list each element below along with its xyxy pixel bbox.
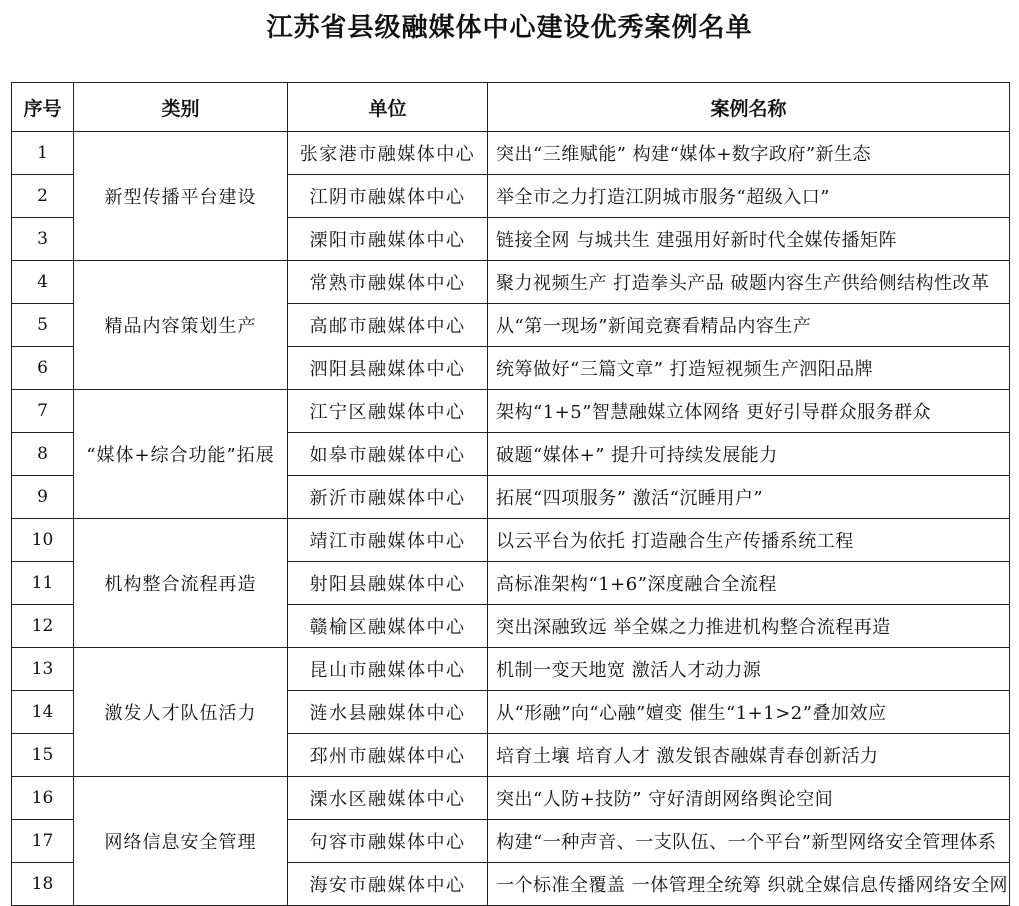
row-number: 9: [12, 476, 74, 519]
case-name-cell: 统筹做好“三篇文章” 打造短视频生产泗阳品牌: [488, 347, 1010, 390]
case-name-cell: 一个标准全覆盖 一体管理全统筹 织就全媒信息传播网络安全网: [488, 863, 1010, 906]
case-name-cell: 从“形融”向“心融”嬗变 催生“1+1>2”叠加效应: [488, 691, 1010, 734]
cases-table: [11, 82, 1010, 906]
category-cell: 激发人才队伍活力: [74, 648, 288, 777]
case-name-cell: 破题“媒体+” 提升可持续发展能力: [488, 433, 1010, 476]
unit-cell: 常熟市融媒体中心: [288, 261, 488, 304]
unit-cell: 高邮市融媒体中心: [288, 304, 488, 347]
row-number: 1: [12, 132, 74, 175]
row-number: 16: [12, 777, 74, 820]
row-number: 8: [12, 433, 74, 476]
unit-cell: 昆山市融媒体中心: [288, 648, 488, 691]
unit-cell: 新沂市融媒体中心: [288, 476, 488, 519]
table-row: [12, 132, 1010, 175]
table-body: [12, 132, 1010, 906]
unit-cell: 江宁区融媒体中心: [288, 390, 488, 433]
unit-cell: 邳州市融媒体中心: [288, 734, 488, 777]
unit-cell: 溧水区融媒体中心: [288, 777, 488, 820]
case-name-cell: 培育土壤 培育人才 激发银杏融媒青春创新活力: [488, 734, 1010, 777]
case-name-cell: 构建“一种声音、一支队伍、一个平台”新型网络安全管理体系: [488, 820, 1010, 863]
table-row: [12, 390, 1010, 433]
row-number: 3: [12, 218, 74, 261]
case-name-cell: 突出深融致远 举全媒之力推进机构整合流程再造: [488, 605, 1010, 648]
row-number: 13: [12, 648, 74, 691]
unit-cell: 射阳县融媒体中心: [288, 562, 488, 605]
case-name-cell: 从“第一现场”新闻竞赛看精品内容生产: [488, 304, 1010, 347]
category-cell: 机构整合流程再造: [74, 519, 288, 648]
unit-cell: 靖江市融媒体中心: [288, 519, 488, 562]
row-number: 2: [12, 175, 74, 218]
table-row: [12, 648, 1010, 691]
case-name-cell: 举全市之力打造江阴城市服务“超级入口”: [488, 175, 1010, 218]
unit-cell: 张家港市融媒体中心: [288, 132, 488, 175]
case-name-cell: 架构“1+5”智慧融媒立体网络 更好引导群众服务群众: [488, 390, 1010, 433]
header-case: 案例名称: [488, 83, 1010, 132]
page-title: 江苏省县级融媒体中心建设优秀案例名单: [266, 13, 753, 43]
row-number: 18: [12, 863, 74, 906]
row-number: 11: [12, 562, 74, 605]
row-number: 5: [12, 304, 74, 347]
unit-cell: 江阴市融媒体中心: [288, 175, 488, 218]
table-row: [12, 519, 1010, 562]
row-number: 14: [12, 691, 74, 734]
unit-cell: 句容市融媒体中心: [288, 820, 488, 863]
row-number: 17: [12, 820, 74, 863]
unit-cell: 泗阳县融媒体中心: [288, 347, 488, 390]
category-cell: 网络信息安全管理: [74, 777, 288, 906]
case-name-cell: 机制一变天地宽 激活人才动力源: [488, 648, 1010, 691]
case-name-cell: 拓展“四项服务” 激活“沉睡用户”: [488, 476, 1010, 519]
unit-cell: 赣榆区融媒体中心: [288, 605, 488, 648]
unit-cell: 如皋市融媒体中心: [288, 433, 488, 476]
row-number: 6: [12, 347, 74, 390]
row-number: 12: [12, 605, 74, 648]
case-name-cell: 高标准架构“1+6”深度融合全流程: [488, 562, 1010, 605]
unit-cell: 海安市融媒体中心: [288, 863, 488, 906]
row-number: 10: [12, 519, 74, 562]
row-number: 15: [12, 734, 74, 777]
header-unit: 单位: [288, 83, 488, 132]
table-row: [12, 777, 1010, 820]
category-cell: 新型传播平台建设: [74, 132, 288, 261]
header-no: 序号: [12, 83, 74, 132]
case-name-cell: 以云平台为依托 打造融合生产传播系统工程: [488, 519, 1010, 562]
case-name-cell: 链接全网 与城共生 建强用好新时代全媒传播矩阵: [488, 218, 1010, 261]
row-number: 4: [12, 261, 74, 304]
header-row: [12, 83, 1010, 132]
table-row: [12, 261, 1010, 304]
row-number: 7: [12, 390, 74, 433]
unit-cell: 溧阳市融媒体中心: [288, 218, 488, 261]
case-name-cell: 突出“三维赋能” 构建“媒体+数字政府”新生态: [488, 132, 1010, 175]
header-category: 类别: [74, 83, 288, 132]
category-cell: “媒体+综合功能”拓展: [74, 390, 288, 519]
unit-cell: 涟水县融媒体中心: [288, 691, 488, 734]
category-cell: 精品内容策划生产: [74, 261, 288, 390]
case-name-cell: 突出“人防+技防” 守好清朗网络舆论空间: [488, 777, 1010, 820]
case-name-cell: 聚力视频生产 打造拳头产品 破题内容生产供给侧结构性改革: [488, 261, 1010, 304]
